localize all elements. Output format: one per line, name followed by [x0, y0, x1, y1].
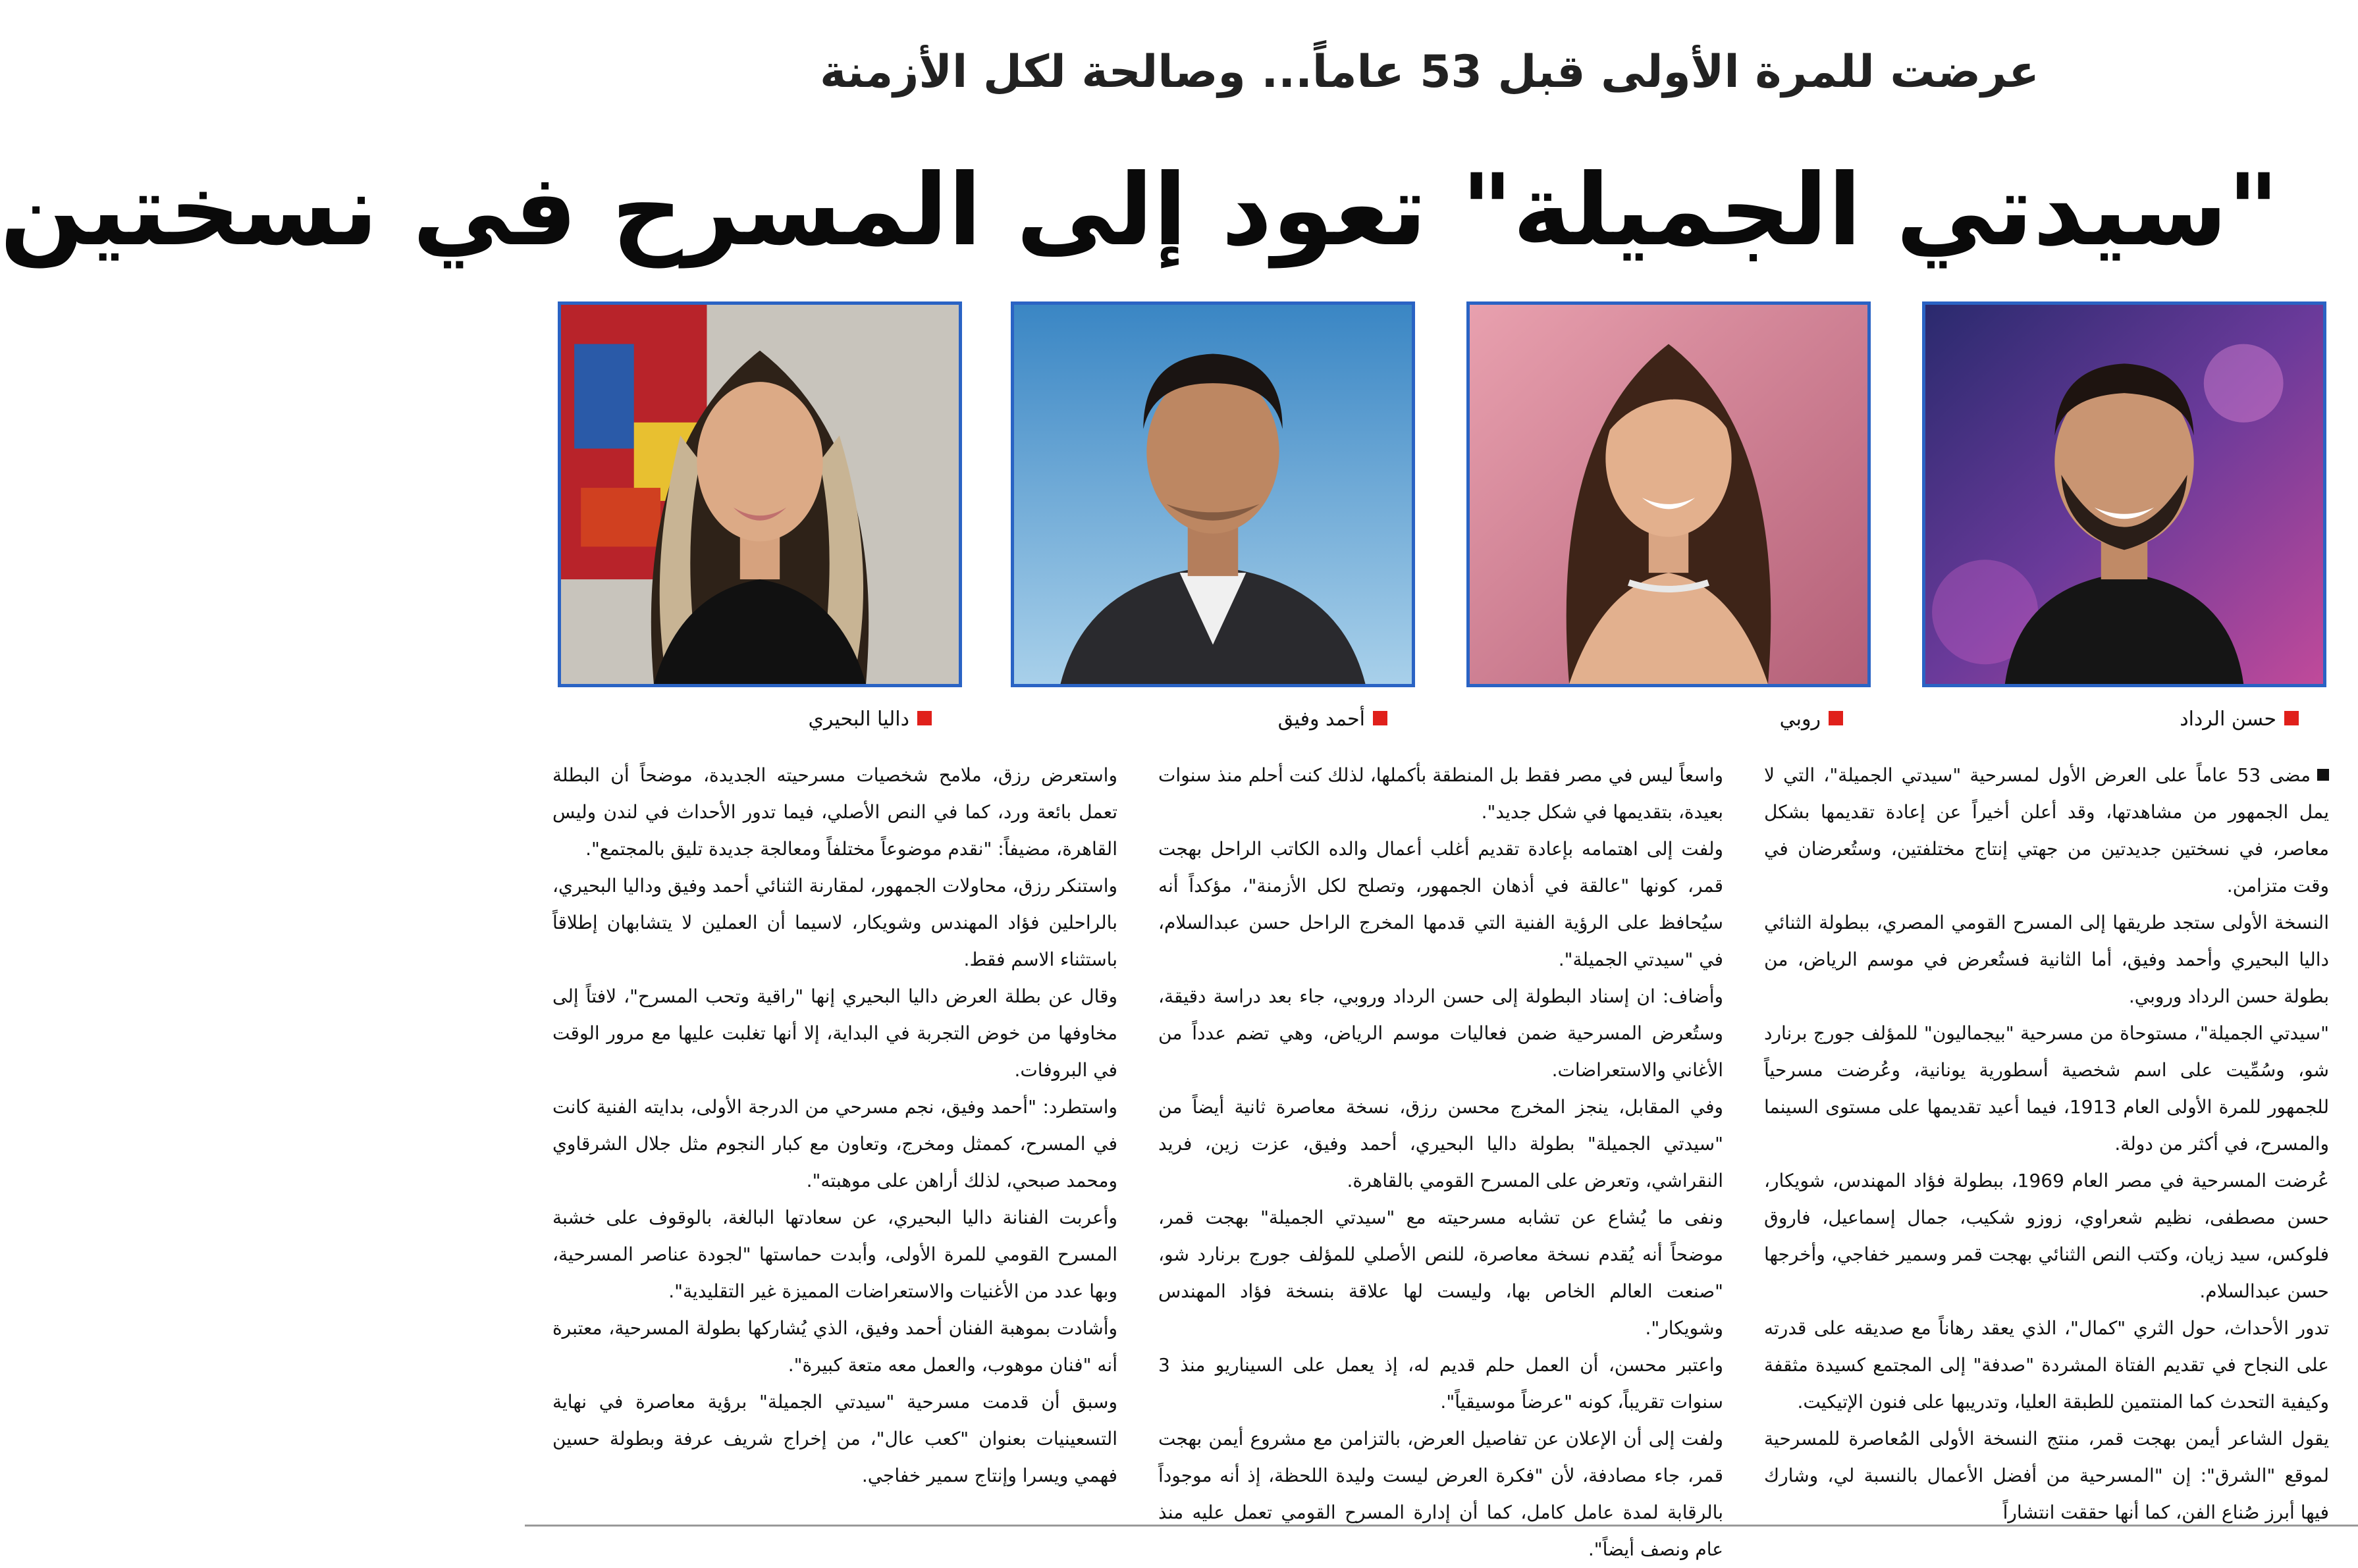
paragraph: واستنكر رزق، محاولات الجمهور، لمقارنة الثنائي أحمد وفيق وداليا البحيري، بالراحلين فؤاد المهندس وشويكار، لاسيما أن العملين لا يتشابهان إطلاقاً باستثناء الاسم فقط.: [552, 875, 1117, 970]
photo-caption: أحمد وفيق: [1278, 703, 1387, 736]
paragraph: النسخة الأولى ستجد طريقها إلى المسرح القومي المصري، ببطولة الثنائي داليا البحيري وأحمد وفيق، أما الثانية فستُعرض في موسم الرياض، من بطولة حسن الرداد وروبي.: [1764, 912, 2329, 1007]
paragraph: وقال عن بطلة العرض داليا البحيري إنها "راقية وتحب المسرح"، لافتاً إلى مخاوفها من خوض التجربة في البداية، إلا أنها تغلبت عليها مع مرور الوقت في البروفات.: [552, 985, 1117, 1081]
photo-hassan-el-raddad: [1922, 301, 2326, 687]
column-left: [552, 757, 1117, 1507]
photo-ruby: [1466, 301, 1871, 687]
paragraph: يقول الشاعر أيمن بهجت قمر، منتج النسخة الأولى المُعاصرة للمسرحية لموقع "الشرق": إن "المسرحية من أفضل الأعمال بالنسبة لي، وشارك فيها أبرز صُناع الفن، كما أنها حققت انتشاراً: [1764, 1428, 2329, 1523]
paragraph: مضى 53 عاماً على العرض الأول لمسرحية "سيدتي الجميلة"، التي لا يمل الجمهور من مشاهدتها، وقد أعلن أخيراً عن إعادة تقديمها بشكل معاصر، في نسختين جديدتين من جهتي إنتاج مختلفتين، وستُعرضان في وقت متزامن.: [1764, 764, 2329, 897]
photo-ahmed-wafik: [1011, 301, 1415, 687]
paragraph: وفي المقابل، ينجز المخرج محسن رزق، نسخة معاصرة ثانية أيضاً من "سيدتي الجميلة" بطولة داليا البحيري، أحمد وفيق، عزت زين، فريد النقراشي، وتعرض على المسرح القومي بالقاهرة.: [1158, 1096, 1723, 1191]
red-square-icon: [2284, 711, 2299, 725]
paragraph: تدور الأحداث، حول الثري "كمال"، الذي يعقد رهاناً مع صديقه على قدرته على النجاح في تقديم الفتاة المشردة "صدفة" إلى المجتمع كسيدة مثقفة وكيفية التحدث كما المنتمين للطبقة العليا، وتدريبها على فنون الإتيكيت.: [1764, 1317, 2329, 1413]
paragraph: وأضاف: ان إسناد البطولة إلى حسن الرداد وروبي، جاء بعد دراسة دقيقة، وستُعرض المسرحية ضمن فعاليات موسم الرياض، وهي تضم عدداً من الأغاني والاستعراضات.: [1158, 985, 1723, 1081]
column-right: [1764, 757, 2329, 1523]
paragraph: واسعاً ليس في مصر فقط بل المنطقة بأكملها، لذلك كنت أحلم منذ سنوات بعيدة، بتقديمها في شكل جديد".: [1158, 764, 1723, 823]
article-headline: "سيدتي الجميلة" تعود إلى المسرح في نسختين: [0, 153, 2279, 268]
paragraph: واعتبر محسن، أن العمل حلم قديم له، إذ يعمل على السيناريو منذ 3 سنوات تقريباً، كونه "عرضاً موسيقياً".: [1158, 1354, 1723, 1413]
photo-caption: روبي: [1780, 703, 1843, 736]
article-kicker: عرضت للمرة الأولى قبل 53 عاماً... وصالحة لكل الأزمنة: [820, 46, 2039, 98]
portrait-woman-blonde-image: [561, 305, 959, 684]
paragraph: عُرضت المسرحية في مصر العام 1969، ببطولة فؤاد المهندس، شويكار، حسن مصطفى، نظيم شعراوي، زوزو شكيب، جمال إسماعيل، فاروق فلوكس، سيد زيان، وكتب النص الثنائي بهجت قمر وسمير خفاجي، وأخرجها حسن عبدالسلام.: [1764, 1170, 2329, 1302]
paragraph: ولفت إلى أن الإعلان عن تفاصيل العرض، بالتزامن مع مشروع أيمن بهجت قمر، جاء مصادفة، لأن "فكرة العرض ليست وليدة اللحظة، إذ أنه موجوداً بالرقابة لمدة عامل كامل، كما أن إدارة المسرح القومي تعمل عليه منذ عام ونصف أيضاً".: [1158, 1428, 1723, 1560]
red-square-icon: [1373, 711, 1387, 725]
paragraph: وأعربت الفنانة داليا البحيري، عن سعادتها البالغة، بالوقوف على خشبة المسرح القومي للمرة الأولى، وأبدت حماستها "لجودة عناصر المسرحية، وبها عدد من الأغنيات والاستعراضات المميزة غير التقليدية".: [552, 1207, 1117, 1302]
bullet-square-icon: [2317, 769, 2329, 781]
photo-caption: داليا البحيري: [808, 703, 932, 736]
photo-caption: حسن الرداد: [2180, 703, 2299, 736]
portrait-woman-image: [1470, 305, 1867, 684]
red-square-icon: [917, 711, 932, 725]
portrait-man-image: [1925, 305, 2323, 684]
paragraph: ولفت إلى اهتمامه بإعادة تقديم أغلب أعمال والده الكاتب الراحل بهجت قمر، كونها "عالقة في أذهان الجمهور، وتصلح لكل الأزمنة"، مؤكداً أنه سيُحافظ على الرؤية الفنية التي قدمها المخرج الراحل حسن عبدالسلام، في "سيدتي الجميلة".: [1158, 838, 1723, 970]
paragraph: ونفى ما يُشاع عن تشابه مسرحيته مع "سيدتي الجميلة" بهجت قمر، موضحاً أنه يُقدم نسخة معاصرة، للنص الأصلي للمؤلف جورج برنارد شو، "صنعت العالم الخاص بها، وليست لها علاقة بنسخة فؤاد المهندس وشويكار".: [1158, 1207, 1723, 1339]
paragraph: وسبق أن قدمت مسرحية "سيدتي الجميلة" برؤية معاصرة في نهاية التسعينيات بعنوان "كعب عال"، من إخراج شريف عرفة وبطولة حسين فهمي ويسرا وإنتاج سمير خفاجي.: [552, 1391, 1117, 1486]
red-square-icon: [1829, 711, 1843, 725]
bottom-rule: [525, 1525, 2358, 1527]
portrait-man-suit-image: [1014, 305, 1412, 684]
paragraph: واستطرد: "أحمد وفيق، نجم مسرحي من الدرجة الأولى، بدايته الفنية كانت في المسرح، كممثل ومخرج، وتعاون مع كبار النجوم مثل جلال الشرقاوي ومحمد صبحي، لذلك أراهن على موهبته".: [552, 1096, 1117, 1191]
paragraph: "سيدتي الجميلة"، مستوحاة من مسرحية "بيجماليون" للمؤلف جورج برنارد شو، وسُمِّيت على اسم شخصية أسطورية يونانية، وعُرضت مسرحياً للجمهور للمرة الأولى العام 1913، فيما أعيد تقديمها على مستوى السينما والمسرح، في أكثر من دولة.: [1764, 1022, 2329, 1155]
photo-row: [558, 301, 2336, 696]
column-middle: [1158, 757, 1723, 1560]
paragraph: وأشادت بموهبة الفنان أحمد وفيق، الذي يُشاركها بطولة المسرحية، معتبرة أنه "فنان موهوب، والعمل معه متعة كبيرة".: [552, 1317, 1117, 1376]
photo-dalia-el-behery: [558, 301, 962, 687]
paragraph: واستعرض رزق، ملامح شخصيات مسرحيته الجديدة، موضحاً أن البطلة تعمل بائعة ورد، كما في النص الأصلي، فيما تدور الأحداث في لندن وليس القاهرة، مضيفاً: "نقدم موضوعاً مختلفاً ومعالجة جديدة تليق بالمجتمع".: [552, 764, 1117, 860]
article-body: [551, 757, 2329, 1560]
